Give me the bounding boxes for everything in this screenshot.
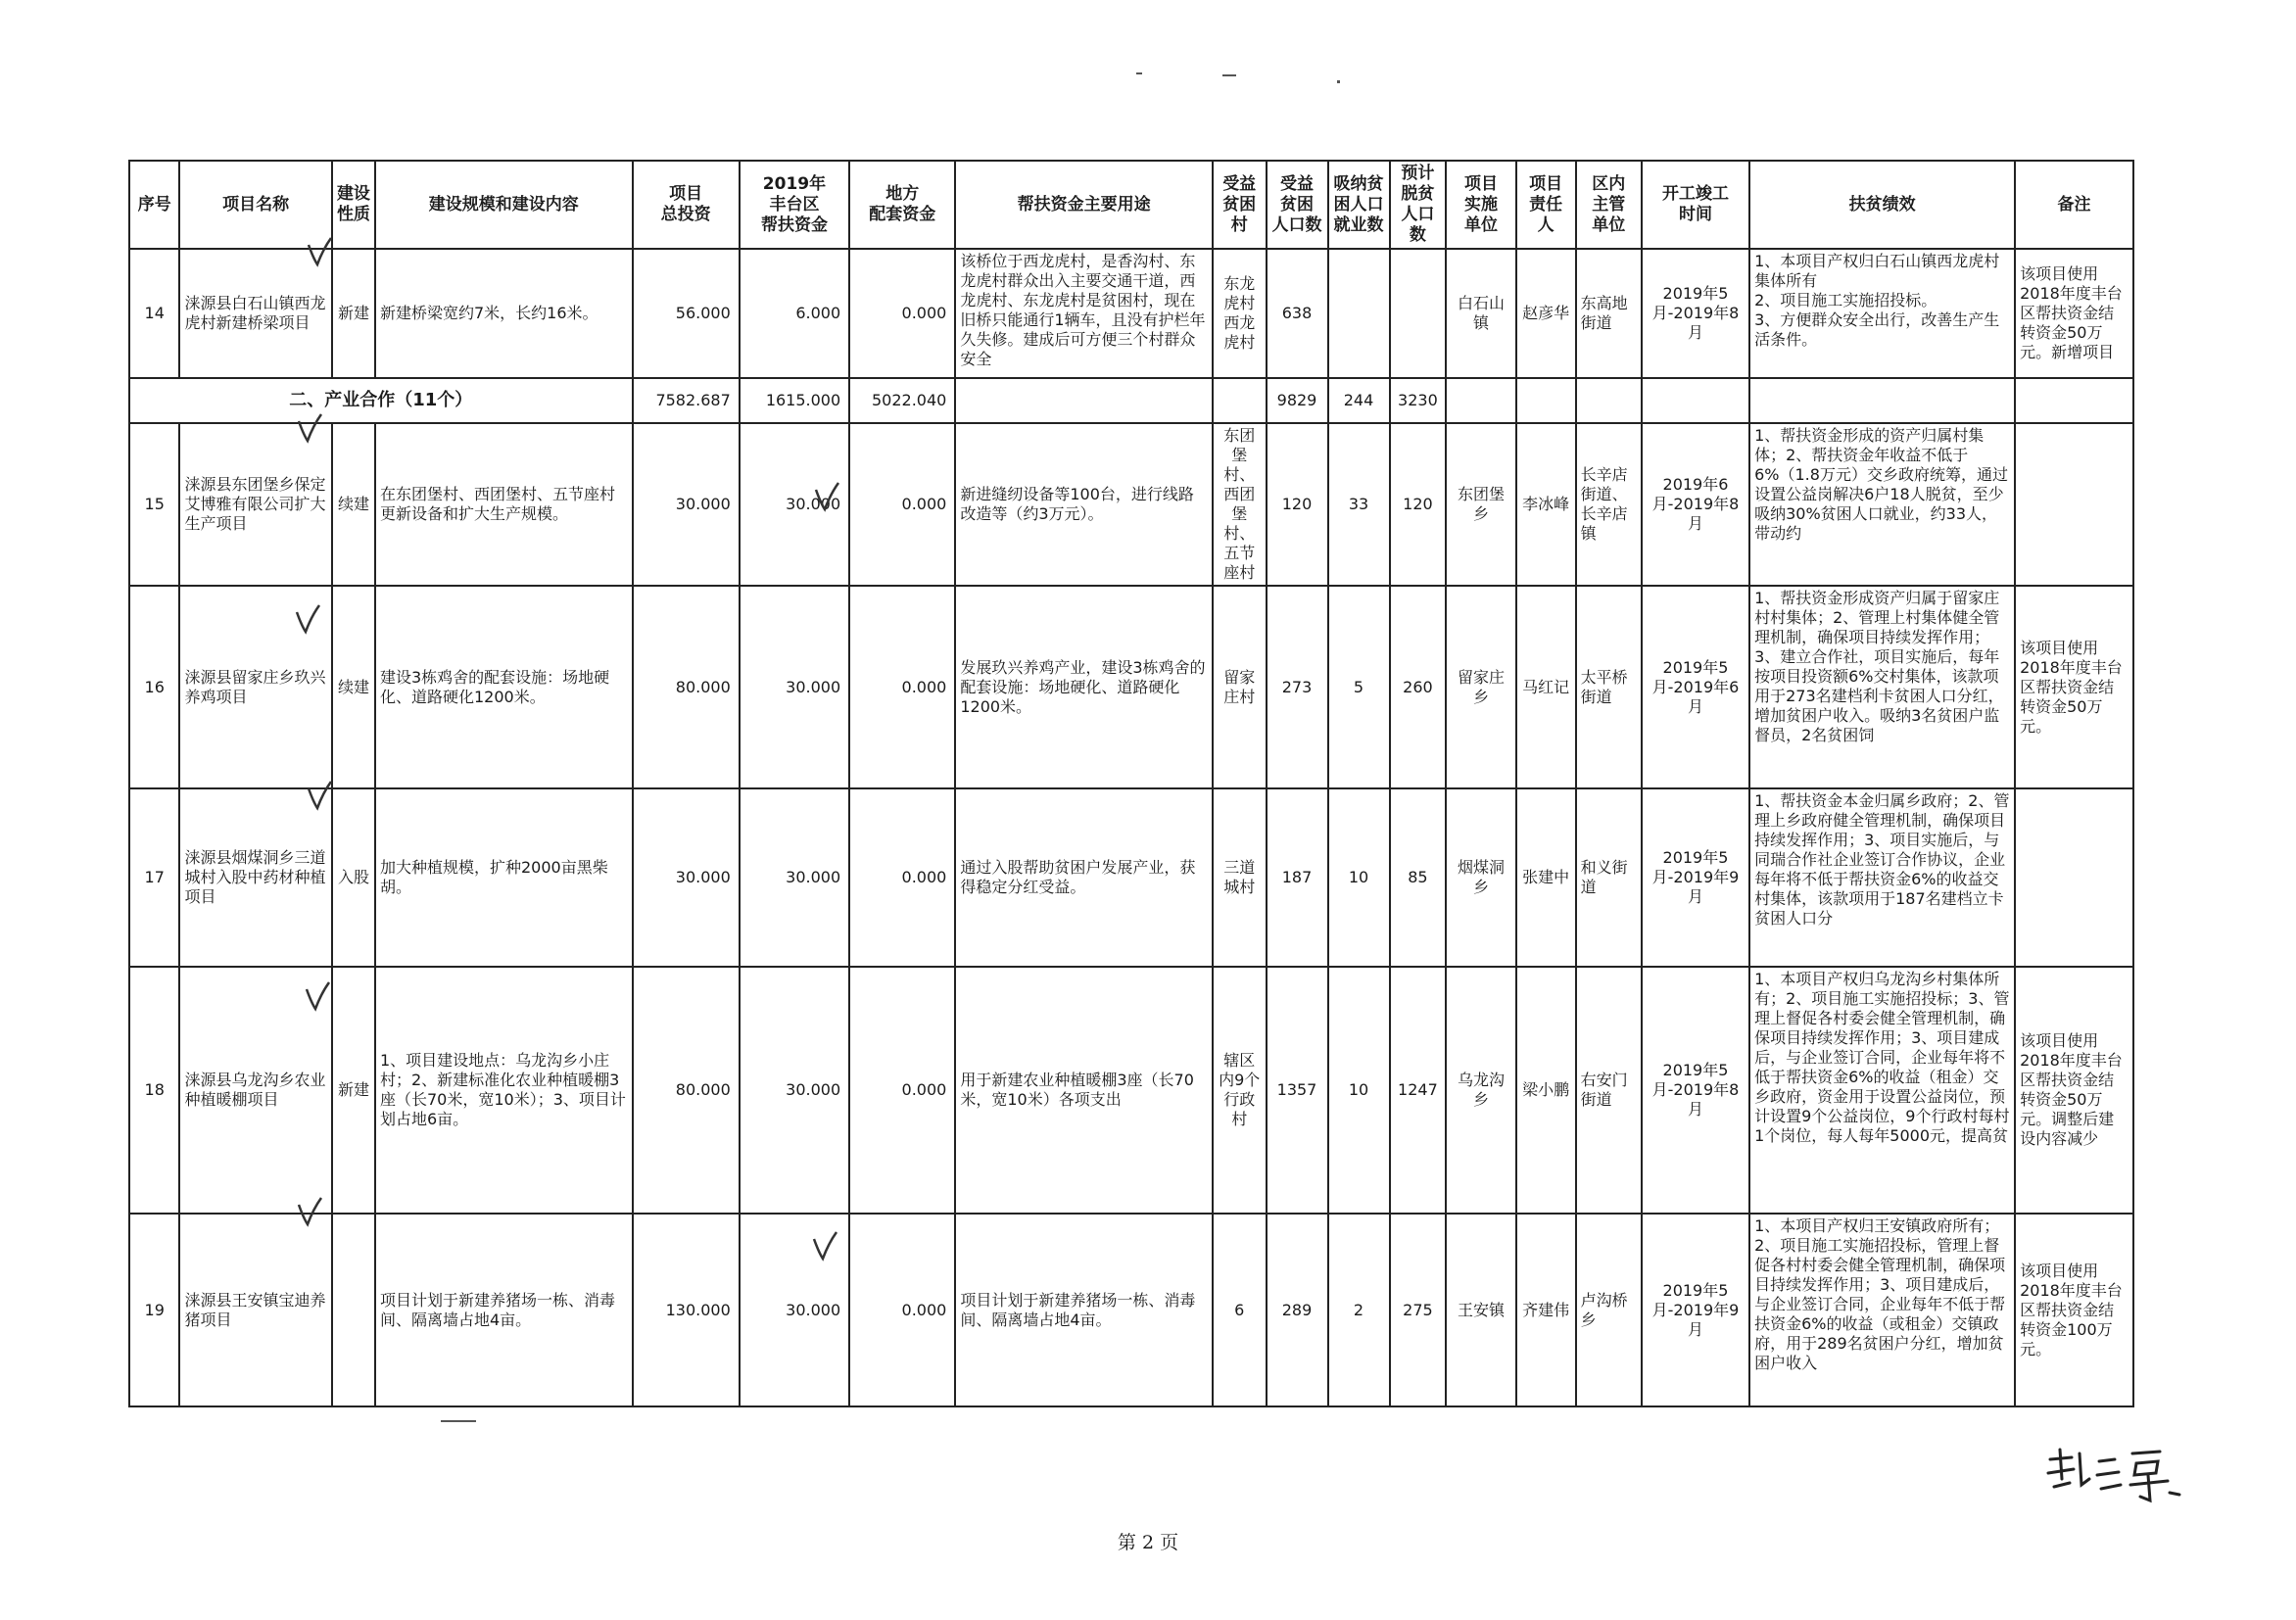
beneficiary-village: 东龙虎村西龙虎村	[1213, 249, 1267, 378]
poverty-exit-count: 120	[1390, 423, 1447, 586]
schedule: 2019年6月-2019年8月	[1642, 423, 1749, 586]
section-employed: 244	[1328, 378, 1390, 423]
construction-type: 新建	[332, 249, 375, 378]
poverty-effect	[1749, 423, 2015, 586]
employed-count: 10	[1328, 967, 1390, 1214]
remark: 该项目使用2018年度丰台区帮扶资金结转资金50万元。新增项目	[2015, 249, 2133, 378]
local-fund: 0.000	[849, 967, 955, 1214]
implementing-unit: 王安镇	[1446, 1214, 1515, 1406]
construction-type	[332, 1214, 375, 1406]
project-name: 涞源县乌龙沟乡农业种植暖棚项目	[179, 967, 331, 1214]
beneficiary-count: 289	[1267, 1214, 1328, 1406]
poverty-exit-count: 275	[1390, 1214, 1447, 1406]
supervising-dept: 东高地街道	[1576, 249, 1642, 378]
header-cell: 项目名称	[179, 161, 331, 249]
header-cell: 扶贫绩效	[1749, 161, 2015, 249]
responsible-person: 张建中	[1516, 788, 1576, 967]
schedule: 2019年5月-2019年9月	[1642, 788, 1749, 967]
section-total: 7582.687	[633, 378, 740, 423]
header-cell: 开工竣工 时间	[1642, 161, 1749, 249]
total-investment: 30.000	[633, 788, 740, 967]
beneficiary-village: 6	[1213, 1214, 1267, 1406]
implementing-unit: 烟煤洞乡	[1446, 788, 1515, 967]
remark	[2015, 423, 2133, 586]
remark: 该项目使用2018年度丰台区帮扶资金结转资金50万元。调整后建设内容减少	[2015, 967, 2133, 1214]
table-row	[129, 249, 2133, 378]
schedule: 2019年5月-2019年9月	[1642, 1214, 1749, 1406]
supervising-dept: 卢沟桥乡	[1576, 1214, 1642, 1406]
page-number: 第 2 页	[1117, 1532, 1179, 1553]
table-row	[129, 1214, 2133, 1406]
header-cell: 预计 脱贫 人口数	[1390, 161, 1447, 249]
local-fund: 0.000	[849, 1214, 955, 1406]
implementing-unit: 乌龙沟乡	[1446, 967, 1515, 1214]
total-investment: 80.000	[633, 586, 740, 788]
fengtai-fund: 30.000	[740, 586, 849, 788]
responsible-person: 赵彦华	[1516, 249, 1576, 378]
signature-icon	[2042, 1440, 2189, 1508]
poverty-exit-count: 85	[1390, 788, 1447, 967]
header-cell: 项目 责任人	[1516, 161, 1576, 249]
beneficiary-count: 187	[1267, 788, 1328, 967]
check-mark-icon	[811, 1229, 840, 1268]
check-mark-icon	[296, 1195, 325, 1234]
employed-count	[1328, 249, 1390, 378]
beneficiary-village: 东团堡村、西团堡村、五节座村	[1213, 423, 1267, 586]
header-cell: 项目 实施 单位	[1446, 161, 1515, 249]
header-cell: 项目 总投资	[633, 161, 740, 249]
section-row	[129, 378, 2133, 423]
beneficiary-count: 1357	[1267, 967, 1328, 1214]
fund-usage: 发展玖兴养鸡产业，建设3栋鸡舍的配套设施：场地硬化、道路硬化1200米。	[955, 586, 1213, 788]
project-table-container	[128, 160, 2134, 1407]
implementing-unit: 东团堡乡	[1446, 423, 1515, 586]
poverty-effect	[1749, 788, 2015, 967]
schedule: 2019年5月-2019年8月	[1642, 967, 1749, 1214]
construction-type: 入股	[332, 788, 375, 967]
empty-cell	[2015, 378, 2133, 423]
total-investment: 80.000	[633, 967, 740, 1214]
construction-scope: 新建桥梁宽约7米，长约16米。	[375, 249, 633, 378]
fund-usage-text: 该桥位于西龙虎村，是香沟村、东龙虎村群众出入主要交通干道，西龙虎村、东龙虎村是贫困村，现在旧桥只能通行1辆车，且没有护栏年久失修。建成后可方便三个村群众安全	[960, 252, 1206, 368]
empty-cell	[1213, 378, 1267, 423]
remark: 该项目使用2018年度丰台区帮扶资金结转资金100万元。	[2015, 1214, 2133, 1406]
scan-speck	[1136, 72, 1142, 74]
check-mark-icon	[813, 480, 842, 519]
fund-usage: 通过入股帮助贫困户发展产业，获得稳定分红受益。	[955, 788, 1213, 967]
total-investment: 56.000	[633, 249, 740, 378]
header-cell: 2019年 丰台区 帮扶资金	[740, 161, 849, 249]
poverty-effect	[1749, 249, 2015, 378]
local-fund: 0.000	[849, 586, 955, 788]
project-name: 涞源县东团堡乡保定艾博雅有限公司扩大生产项目	[179, 423, 331, 586]
check-mark-icon	[306, 235, 335, 274]
empty-cell	[1446, 378, 1515, 423]
schedule: 2019年5月-2019年8月	[1642, 249, 1749, 378]
table-header-row	[129, 161, 2133, 249]
fund-usage: 新进缝纫设备等100台，进行线路改造等（约3万元）。	[955, 423, 1213, 586]
beneficiary-village: 留家庄村	[1213, 586, 1267, 788]
fengtai-fund: 30.000	[740, 788, 849, 967]
local-fund: 0.000	[849, 249, 955, 378]
fengtai-fund: 30.000	[740, 1214, 849, 1406]
table-row	[129, 967, 2133, 1214]
header-cell: 建设规模和建设内容	[375, 161, 633, 249]
local-fund: 0.000	[849, 788, 955, 967]
header-cell: 备注	[2015, 161, 2133, 249]
section-poverty-exit: 3230	[1390, 378, 1447, 423]
empty-cell	[955, 378, 1213, 423]
local-fund: 0.000	[849, 423, 955, 586]
project-table	[128, 160, 2134, 1407]
supervising-dept: 和义街道	[1576, 788, 1642, 967]
section-beneficiaries: 9829	[1267, 378, 1328, 423]
check-mark-icon	[296, 411, 325, 451]
employed-count: 5	[1328, 586, 1390, 788]
responsible-person: 齐建伟	[1516, 1214, 1576, 1406]
beneficiary-count: 638	[1267, 249, 1328, 378]
responsible-person: 梁小鹏	[1516, 967, 1576, 1214]
employed-count: 2	[1328, 1214, 1390, 1406]
poverty-exit-count: 1247	[1390, 967, 1447, 1214]
employed-count: 33	[1328, 423, 1390, 586]
check-mark-icon	[304, 979, 333, 1019]
poverty-effect-text: 1、帮扶资金本金归属乡政府；2、管理上乡政府健全管理机制，确保项目持续发挥作用；3、项目实施后，与同瑞合作社企业签订合作协议，企业每年将不低于帮扶资金6%的收益交村集体，该款项用于187名建档立卡贫困人口分	[1754, 791, 2010, 928]
construction-scope: 在东团堡村、西团堡村、五节座村更新设备和扩大生产规模。	[375, 423, 633, 586]
poverty-effect	[1749, 967, 2015, 1214]
poverty-effect	[1749, 1214, 2015, 1406]
poverty-exit-count: 260	[1390, 586, 1447, 788]
construction-scope: 建设3栋鸡舍的配套设施：场地硬化、道路硬化1200米。	[375, 586, 633, 788]
empty-cell	[1749, 378, 2015, 423]
section-label: 二、产业合作（11个）	[129, 378, 633, 423]
construction-type: 续建	[332, 423, 375, 586]
check-mark-icon	[294, 602, 323, 642]
fengtai-fund: 30.000	[740, 967, 849, 1214]
fengtai-fund: 6.000	[740, 249, 849, 378]
empty-cell	[1516, 378, 1576, 423]
responsible-person: 李冰峰	[1516, 423, 1576, 586]
row-number: 14	[129, 249, 179, 378]
remark	[2015, 788, 2133, 967]
row-number: 15	[129, 423, 179, 586]
schedule: 2019年5月-2019年6月	[1642, 586, 1749, 788]
implementing-unit: 白石山镇	[1446, 249, 1515, 378]
header-cell: 地方 配套资金	[849, 161, 955, 249]
header-cell: 吸纳贫 困人口 就业数	[1328, 161, 1390, 249]
project-name: 涞源县王安镇宝迪养猪项目	[179, 1214, 331, 1406]
section-fengtai: 1615.000	[740, 378, 849, 423]
table-row	[129, 586, 2133, 788]
scan-speck	[441, 1420, 476, 1422]
beneficiary-village: 三道城村	[1213, 788, 1267, 967]
header-cell: 序号	[129, 161, 179, 249]
supervising-dept: 长辛店街道、长辛店镇	[1576, 423, 1642, 586]
empty-cell	[1642, 378, 1749, 423]
construction-type: 续建	[332, 586, 375, 788]
empty-cell	[1576, 378, 1642, 423]
header-cell: 帮扶资金主要用途	[955, 161, 1213, 249]
scan-speck	[1337, 80, 1340, 83]
total-investment: 130.000	[633, 1214, 740, 1406]
beneficiary-count: 120	[1267, 423, 1328, 586]
construction-type: 新建	[332, 967, 375, 1214]
poverty-effect	[1749, 586, 2015, 788]
row-number: 18	[129, 967, 179, 1214]
section-local: 5022.040	[849, 378, 955, 423]
project-name: 涞源县白石山镇西龙虎村新建桥梁项目	[179, 249, 331, 378]
header-cell: 受益 贫困 人口数	[1267, 161, 1328, 249]
table-row	[129, 423, 2133, 586]
poverty-effect-text: 1、本项目产权归王安镇政府所有；2、项目施工实施招投标，管理上督促各村村委会健全管理机制，确保项目持续发挥作用；3、项目建成后，与企业签订合同，企业每年不低于帮扶资金6%的收益（或租金）交镇政府，用于289名贫困户分红，增加贫困户收入	[1754, 1216, 2006, 1372]
poverty-effect-text: 1、本项目产权归乌龙沟乡村集体所有；2、项目施工实施招投标；3、管理上督促各村委会健全管理机制，确保项目持续发挥作用；3、项目建成后，与企业签订合同，企业每年将不低于帮扶资金6%的收益（租金）交乡政府，资金用于设置公益岗位，预计设置9个公益岗位，9个行政村每村1个岗位，每人每年5000元，提高贫	[1754, 970, 2010, 1145]
responsible-person: 马红记	[1516, 586, 1576, 788]
poverty-effect-text: 1、本项目产权归白石山镇西龙虎村集体所有 2、项目施工实施招投标。 3、方便群众安全出行，改善生产生活条件。	[1754, 252, 2000, 349]
fengtai-fund: 30.000	[740, 423, 849, 586]
fund-usage	[955, 249, 1213, 378]
header-cell: 区内 主管 单位	[1576, 161, 1642, 249]
remark: 该项目使用2018年度丰台区帮扶资金结转资金50万元。	[2015, 586, 2133, 788]
beneficiary-village: 辖区内9个行政村	[1213, 967, 1267, 1214]
fund-usage: 项目计划于新建养猪场一栋、消毒间、隔离墙占地4亩。	[955, 1214, 1213, 1406]
construction-scope: 1、项目建设地点：乌龙沟乡小庄村；2、新建标准化农业种植暖棚3座（长70米，宽10米）；3、项目计划占地6亩。	[375, 967, 633, 1214]
row-number: 17	[129, 788, 179, 967]
implementing-unit: 留家庄乡	[1446, 586, 1515, 788]
supervising-dept: 太平桥街道	[1576, 586, 1642, 788]
project-name: 涞源县留家庄乡玖兴养鸡项目	[179, 586, 331, 788]
employed-count: 10	[1328, 788, 1390, 967]
total-investment: 30.000	[633, 423, 740, 586]
row-number: 16	[129, 586, 179, 788]
check-mark-icon	[306, 779, 335, 818]
scan-speck	[1222, 74, 1236, 76]
project-name: 涞源县烟煤洞乡三道城村入股中药材种植项目	[179, 788, 331, 967]
construction-scope: 项目计划于新建养猪场一栋、消毒间、隔离墙占地4亩。	[375, 1214, 633, 1406]
beneficiary-count: 273	[1267, 586, 1328, 788]
poverty-exit-count	[1390, 249, 1447, 378]
construction-scope: 加大种植规模，扩种2000亩黑柴胡。	[375, 788, 633, 967]
table-row	[129, 788, 2133, 967]
fund-usage: 用于新建农业种植暖棚3座（长70米，宽10米）各项支出	[955, 967, 1213, 1214]
row-number: 19	[129, 1214, 179, 1406]
header-cell: 受益 贫困村	[1213, 161, 1267, 249]
header-cell: 建设 性质	[332, 161, 375, 249]
poverty-effect-text: 1、帮扶资金形成的资产归属村集体；2、帮扶资金年收益不低于6%（1.8万元）交乡政府统筹，通过设置公益岗解决6户18人脱贫，至少吸纳30%贫困人口就业，约33人，带动约	[1754, 426, 2008, 543]
supervising-dept: 右安门街道	[1576, 967, 1642, 1214]
poverty-effect-text: 1、帮扶资金形成资产归属于留家庄村村集体；2、管理上村集体健全管理机制，确保项目持续发挥作用；3、建立合作社，项目实施后，每年按项目投资额6%交村集体，该款项用于273名建档利卡贫困人口分红，增加贫困户收入。吸纳3名贫困户监督员，2名贫困饲	[1754, 589, 2004, 744]
